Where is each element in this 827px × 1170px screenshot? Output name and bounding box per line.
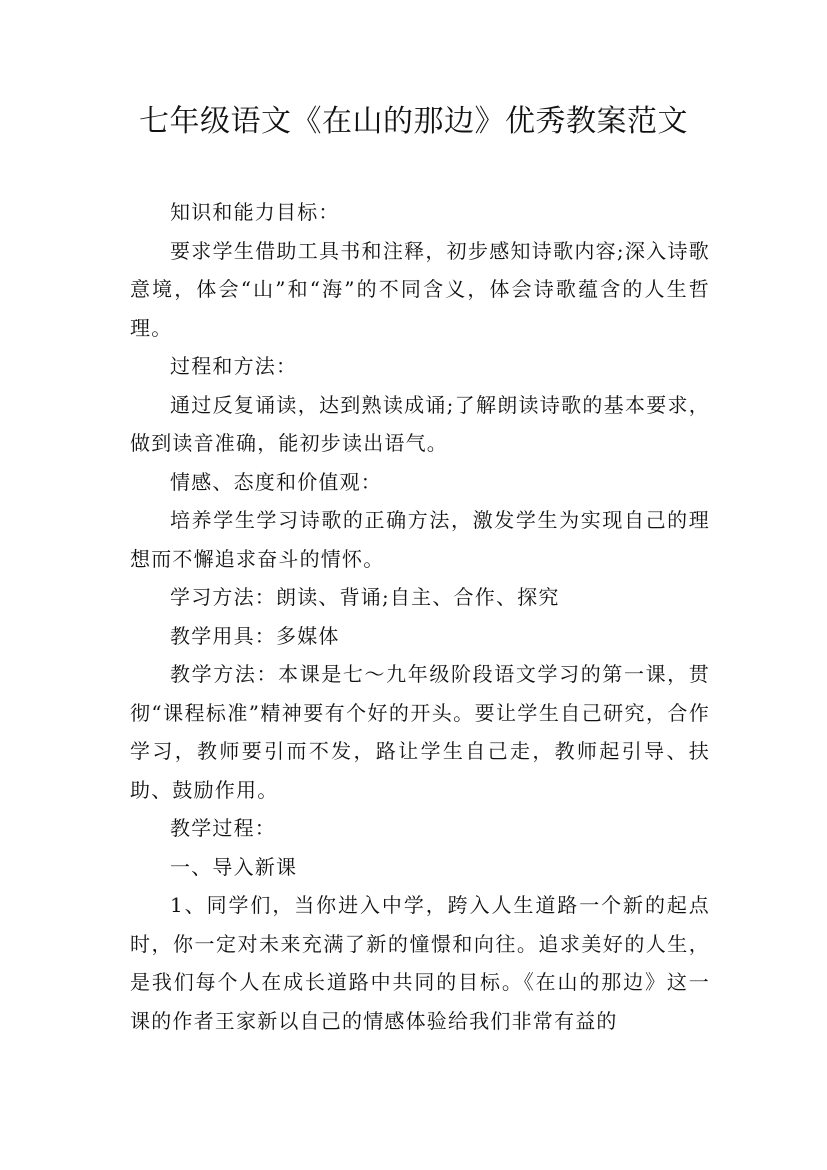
paragraph-knowledge-content: 要求学生借助工具书和注释，初步感知诗歌内容;深入诗歌意境，体会“山”和“海”的不同含义，体会诗歌蕴含的人生哲理。	[130, 238, 710, 340]
document-title: 七年级语文《在山的那边》优秀教案范文	[139, 104, 688, 139]
document-body	[130, 193, 710, 1040]
paragraph-emotion-heading: 情感、态度和价值观：	[170, 469, 382, 494]
paragraph-knowledge-heading: 知识和能力目标：	[170, 200, 340, 224]
paragraph-learning-methods: 学习方法：朗读、背诵;自主、合作、探究	[170, 585, 560, 609]
paragraph-teaching-tools: 教学用具：多媒体	[170, 623, 340, 648]
paragraph-process-heading: 过程和方法：	[170, 354, 298, 378]
paragraph-section-one-content: 1、同学们，当你进入中学，跨入人生道路一个新的起点时，你一定对未来充满了新的憧憬和向往。追求美好的人生，是我们每个人在成长道路中共同的目标。《在山的那边》这一课的作者王家新以自己的情感体验给我们非常有益的	[130, 893, 710, 1033]
paragraph-teaching-process-heading: 教学过程：	[170, 816, 276, 840]
paragraph-teaching-methods: 教学方法：本课是七～九年级阶段语文学习的第一课，贯彻“课程标准”精神要有个好的开头。要让学生自己研究，合作学习，教师要引而不发，路让学生自己走，教师起引导、扶助、鼓励作用。	[130, 662, 710, 802]
paragraph-section-one-heading: 一、导入新课	[170, 854, 298, 879]
paragraph-emotion-content: 培养学生学习诗歌的正确方法，激发学生为实现自己的理想而不懈追求奋斗的情怀。	[130, 508, 710, 571]
paragraph-process-content: 通过反复诵读，达到熟读成诵;了解朗读诗歌的基本要求，做到读音准确，能初步读出语气。	[130, 392, 710, 455]
